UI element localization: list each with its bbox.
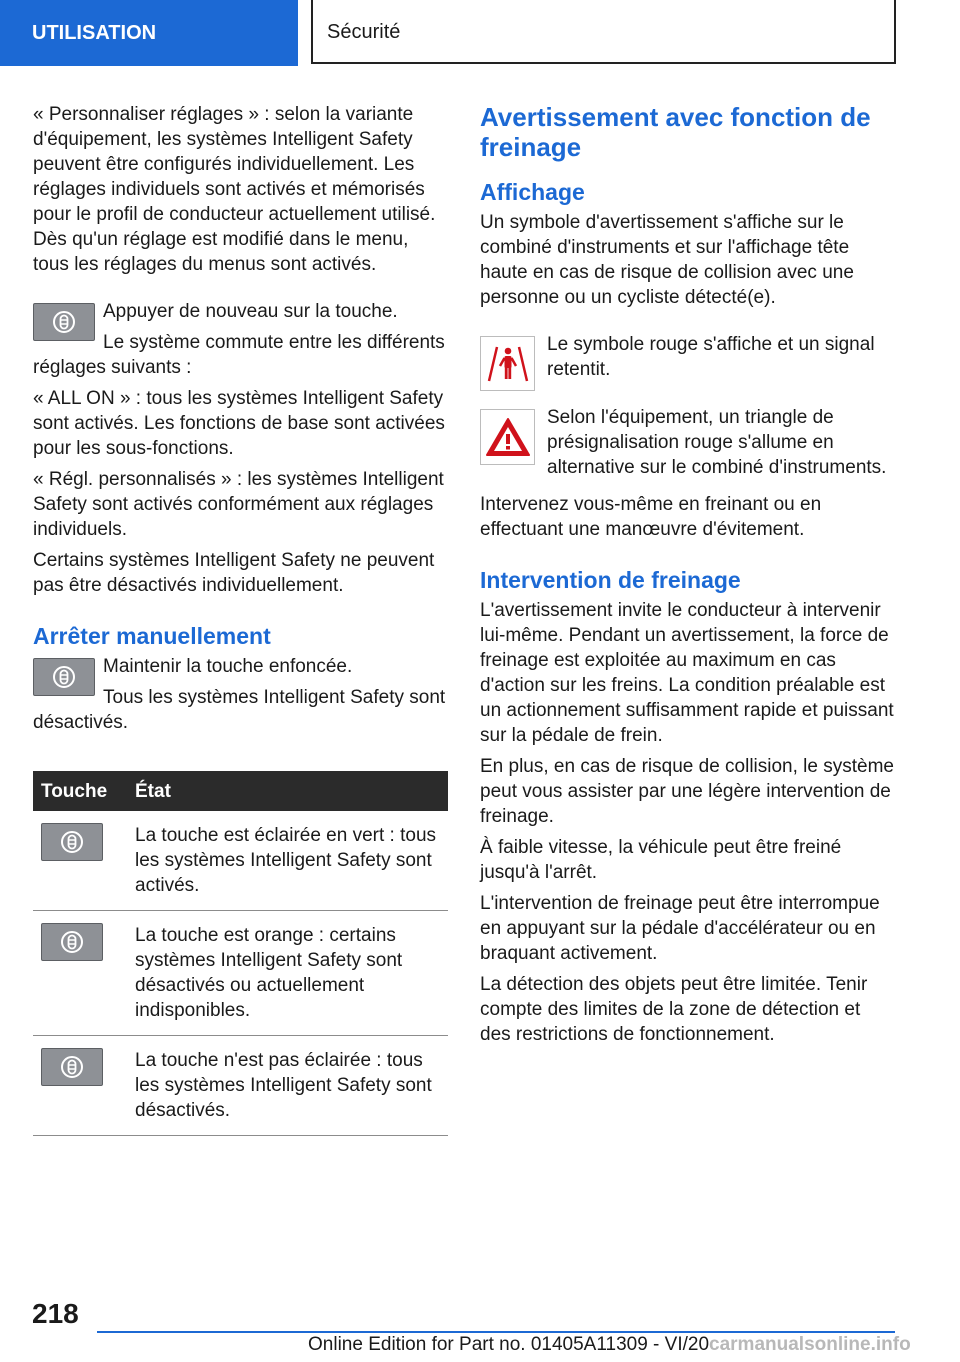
table-header-state: État [127,771,448,811]
triangle-block [480,405,894,486]
custom-settings-text: « Régl. personnalisés » : les systèmes Intelligent Safety sont activés conformément aux réglages individuels. [33,469,444,540]
switch-text: Le système commute entre les différents réglages suivants : [33,332,445,378]
status-table [33,771,448,1136]
red-symbol-text: Le symbole rouge s'affiche et un signal retentit. [547,334,875,380]
table-cell-state: La touche est orange : certains systèmes Intelligent Safety sont désactivés ou actuellement indisponibles. [127,911,448,1036]
intro-paragraph: « Personnaliser réglages » : selon la variante d'équipement, les systèmes Intelligent Safety peuvent être configurés individuellement. Les réglages individuels sont activés et mémorisés pour le profil de conducteur actuellement utilisé. Dès qu'un réglage est modifié dans le menu, tous les réglages du menus sont activés. [33,104,436,275]
triangle-text: Selon l'équipement, un triangle de présignalisation rouge s'allume en alternative sur le combiné d'instruments. [547,407,887,478]
brake-paragraph: À faible vitesse, la véhicule peut être freiné jusqu'à l'arrêt. [480,837,842,883]
left-column [33,102,448,1136]
pedestrian-warning-icon [480,336,535,391]
safety-button-icon [41,823,103,861]
footer-divider [97,1331,895,1333]
brake-paragraph: L'avertissement invite le conducteur à intervenir lui-même. Pendant un avertissement, la force de freinage est exploitée au maximum en cas d'action sur les freins. La condition préalable est un actionnement suffisamment rapide et puissant sur la pédale de frein. [480,600,894,746]
table-row [33,911,448,1036]
brake-paragraph: La détection des objets peut être limitée. Tenir compte des limites de la zone de détection et des restrictions de fonctionnement. [480,974,868,1045]
section-heading: Avertissement avec fonction de freinage [480,102,871,162]
table-header-key: Touche [33,771,127,811]
brake-paragraph: En plus, en cas de risque de collision, le système peut vous assister par une légère intervention de freinage. [480,756,894,827]
safety-button-icon [41,923,103,961]
table-row [33,1036,448,1136]
press-again-block [33,299,448,386]
page-header [0,0,960,66]
intervene-text: Intervenez vous-même en freinant ou en effectuant une manœuvre d'évitement. [480,494,822,540]
hold-key-block [33,654,448,741]
press-again-text: Appuyer de nouveau sur la touche. [103,301,398,322]
all-on-text: « ALL ON » : tous les systèmes Intelligent Safety sont activés. Les fonctions de base sont activées pour les sous-fonctions. [33,388,445,459]
footer-edition [308,1334,911,1356]
brake-heading: Intervention de freinage [480,567,741,593]
safety-button-icon [33,303,95,341]
safety-button-icon [33,658,95,696]
right-column [480,102,894,1053]
brake-paragraph: L'intervention de freinage peut être interrompue en appuyant sur la pédale d'accélérateur ou en braquant activement. [480,893,880,964]
section-tab: UTILISATION [0,0,298,66]
display-text: Un symbole d'avertissement s'affiche sur le combiné d'instruments et sur l'affichage tête haute en cas de risque de collision avec une personne ou un cycliste détecté(e). [480,212,854,308]
table-header-row [33,771,448,811]
warning-triangle-icon [480,409,535,465]
note-text: Certains systèmes Intelligent Safety ne peuvent pas être désactivés individuellement. [33,550,435,596]
safety-button-icon [41,1048,103,1086]
manual-off-heading: Arrêter manuellement [33,623,271,649]
edition-text: Online Edition for Part no. 01405A11309 - VI/20 [308,1334,710,1355]
watermark-text: carmanualsonline.info [709,1334,911,1355]
table-cell-state: La touche est éclairée en vert : tous les systèmes Intelligent Safety sont activés. [127,811,448,911]
hold-key-text: Maintenir la touche enfoncée. [103,656,353,677]
table-row [33,811,448,911]
all-off-text: Tous les systèmes Intelligent Safety sont désactivés. [33,687,446,733]
display-heading: Affichage [480,179,585,205]
red-symbol-block [480,332,894,395]
page-number: 218 [32,1298,79,1329]
table-cell-state: La touche n'est pas éclairée : tous les systèmes Intelligent Safety sont désactivés. [127,1036,448,1136]
topic-tab: Sécurité [311,0,896,64]
